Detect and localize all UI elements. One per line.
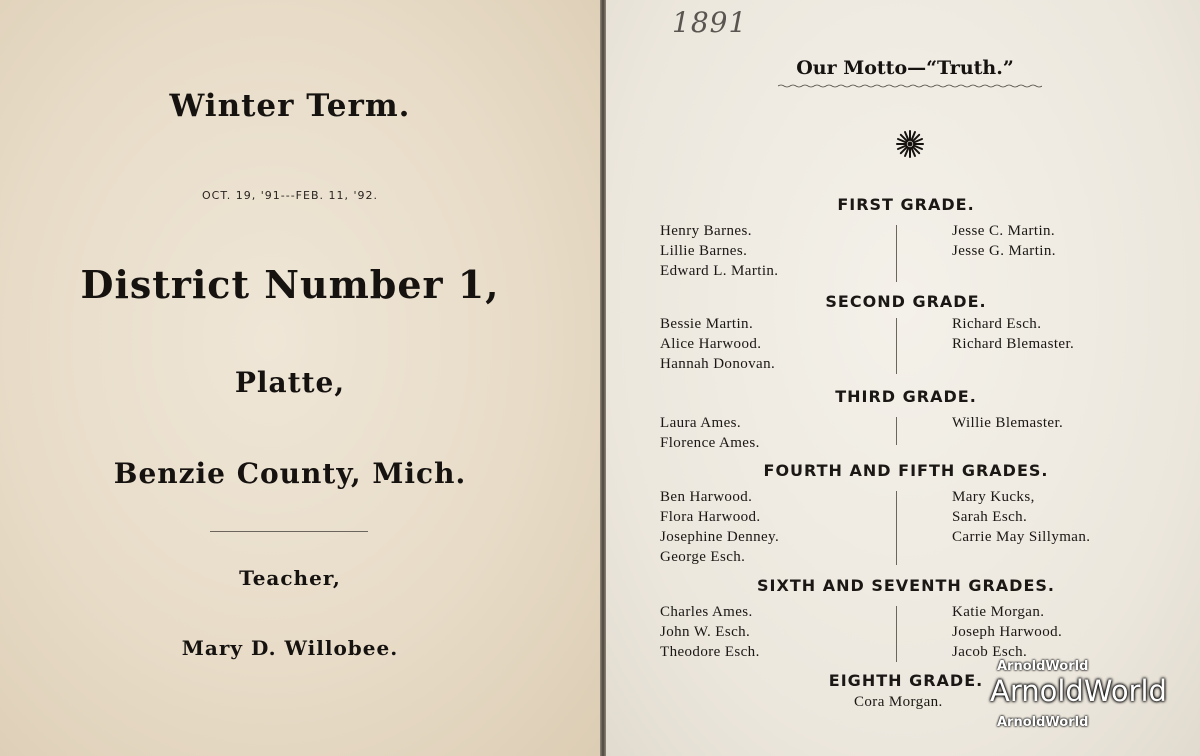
student-name: Richard Esch.	[952, 316, 1042, 332]
right-page	[606, 0, 1200, 756]
student-name: Jesse C. Martin.	[952, 223, 1056, 239]
column-divider	[896, 318, 897, 374]
student-name: Joseph Harwood.	[952, 624, 1063, 640]
town-name: Platte,	[234, 366, 346, 399]
teacher-name: Mary D. Willobee.	[181, 636, 399, 660]
teacher-label: Teacher,	[239, 566, 341, 590]
student-name: Sarah Esch.	[952, 509, 1028, 525]
student-name: Florence Ames.	[660, 435, 760, 451]
grade-heading-eighth: EIGHTH GRADE.	[828, 671, 984, 690]
student-name: Jesse G. Martin.	[952, 243, 1056, 259]
wavy-rule	[778, 84, 1042, 88]
divider-rule	[210, 531, 368, 532]
student-name: Ben Harwood.	[660, 489, 753, 505]
student-name: Richard Blemaster.	[952, 336, 1075, 352]
student-name: Lillie Barnes.	[660, 243, 748, 259]
grade-heading-third: THIRD GRADE.	[835, 387, 977, 406]
grade-heading-second: SECOND GRADE.	[825, 292, 987, 311]
student-name: Charles Ames.	[660, 604, 753, 620]
student-name: Josephine Denney.	[660, 529, 780, 545]
student-name: Mary Kucks,	[952, 489, 1035, 505]
student-name: John W. Esch.	[660, 624, 751, 640]
motto-title: Our Motto—“Truth.”	[796, 57, 1014, 79]
column-divider	[896, 606, 897, 662]
student-name: Hannah Donovan.	[660, 356, 776, 372]
grade-heading-fourth-fifth: FOURTH AND FIFTH GRADES.	[763, 461, 1049, 480]
watermark-text: ArnoldWorld	[997, 659, 1089, 674]
column-divider	[896, 491, 897, 565]
column-divider	[896, 225, 897, 282]
term-title: Winter Term.	[169, 88, 411, 124]
student-name: Henry Barnes.	[660, 223, 752, 239]
student-name: George Esch.	[660, 549, 746, 565]
student-name: Katie Morgan.	[952, 604, 1045, 620]
student-name: Jacob Esch.	[952, 644, 1028, 660]
student-name: Edward L. Martin.	[660, 263, 779, 279]
student-name: Theodore Esch.	[660, 644, 760, 660]
sunburst-icon	[890, 124, 930, 164]
student-name: Laura Ames.	[660, 415, 742, 431]
grade-heading-sixth-seventh: SIXTH AND SEVENTH GRADES.	[757, 576, 1055, 595]
watermark-text: ArnoldWorld	[997, 715, 1089, 730]
watermark-logo: ArnoldWorld	[990, 674, 1167, 708]
student-name: Cora Morgan.	[854, 694, 943, 710]
column-divider	[896, 417, 897, 445]
term-dates: OCT. 19, '91---FEB. 11, '92.	[202, 189, 378, 202]
county-name: Benzie County, Mich.	[113, 457, 467, 490]
handwritten-year: 1891	[672, 6, 748, 39]
grade-heading-first: FIRST GRADE.	[837, 195, 975, 214]
student-name: Bessie Martin.	[660, 316, 754, 332]
district-title: District Number 1,	[80, 262, 500, 307]
student-name: Flora Harwood.	[660, 509, 761, 525]
student-name: Willie Blemaster.	[952, 415, 1064, 431]
student-name: Alice Harwood.	[660, 336, 762, 352]
student-name: Carrie May Sillyman.	[952, 529, 1091, 545]
